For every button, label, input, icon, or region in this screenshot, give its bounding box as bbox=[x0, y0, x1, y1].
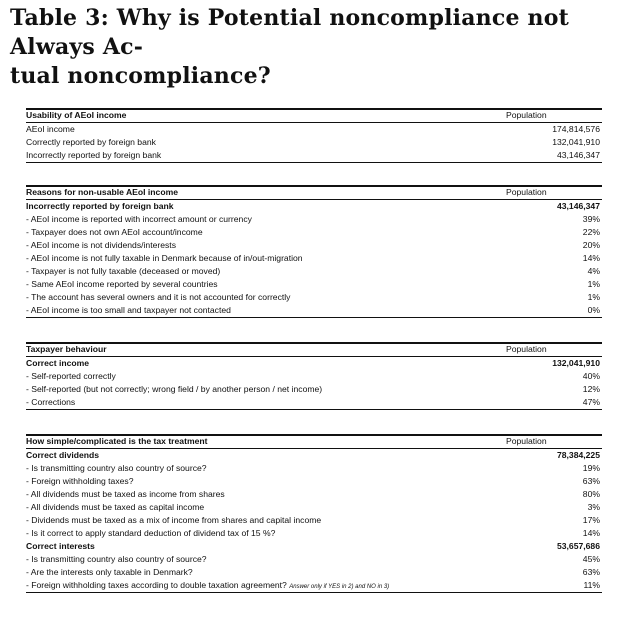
row-value: 3% bbox=[587, 502, 600, 512]
row-value: 20% bbox=[582, 240, 600, 250]
row-label: - Foreign withholding taxes? bbox=[26, 476, 134, 486]
table-row bbox=[26, 123, 602, 136]
row-label-text: - Foreign withholding taxes according to double taxation agreement? bbox=[26, 580, 287, 590]
table-row bbox=[26, 265, 602, 278]
row-value: 14% bbox=[582, 528, 600, 538]
table-row bbox=[26, 304, 602, 318]
row-value: 12% bbox=[582, 384, 600, 394]
section-header bbox=[26, 434, 602, 449]
table-row bbox=[26, 449, 602, 462]
row-label: Correct income bbox=[26, 358, 90, 368]
row-label: - AEoI income is too small and taxpayer not contacted bbox=[26, 305, 231, 315]
row-value: 14% bbox=[582, 253, 600, 263]
table-row bbox=[26, 514, 602, 527]
row-value: 78,384,225 bbox=[556, 450, 600, 460]
row-label: - Is it correct to apply standard deduction of dividend tax of 15 %? bbox=[26, 528, 276, 538]
row-label: Incorrectly reported by foreign bank bbox=[26, 150, 162, 160]
section-header-label: Usability of AEoI income bbox=[26, 110, 127, 120]
section-header bbox=[26, 108, 602, 123]
table-row bbox=[26, 136, 602, 149]
row-label: - Taxpayer does not own AEoI account/income bbox=[26, 227, 203, 237]
row-label: - Self-reported correctly bbox=[26, 371, 116, 381]
row-value: 11% bbox=[583, 580, 600, 590]
table-row bbox=[26, 278, 602, 291]
row-label: - All dividends must be taxed as capital income bbox=[26, 502, 205, 512]
table-row bbox=[26, 357, 602, 370]
section-header-label: How simple/complicated is the tax treatment bbox=[26, 436, 208, 446]
row-value: 40% bbox=[582, 371, 600, 381]
row-label: - Is transmitting country also country of source? bbox=[26, 463, 207, 473]
row-value: 0% bbox=[587, 305, 600, 315]
row-label: Correctly reported by foreign bank bbox=[26, 137, 156, 147]
row-label: Incorrectly reported by foreign bank bbox=[26, 201, 174, 211]
title-line-2: tual noncompliance? bbox=[10, 63, 271, 89]
row-label: Correct interests bbox=[26, 541, 95, 551]
table-row bbox=[26, 553, 602, 566]
table-row bbox=[26, 501, 602, 514]
row-value: 1% bbox=[587, 279, 600, 289]
row-value: 132,041,910 bbox=[552, 137, 600, 147]
table-row bbox=[26, 252, 602, 265]
population-header: Population bbox=[506, 110, 547, 120]
table-row bbox=[26, 149, 602, 163]
section-header bbox=[26, 342, 602, 357]
row-label: - The account has several owners and it is not accounted for correctly bbox=[26, 292, 291, 302]
row-label: AEoI income bbox=[26, 124, 75, 134]
row-value: 19% bbox=[582, 463, 600, 473]
row-value: 4% bbox=[587, 266, 600, 276]
row-value: 63% bbox=[582, 567, 600, 577]
row-note: Answer only if YES in 2) and NO in 3) bbox=[289, 584, 390, 590]
row-value: 45% bbox=[582, 554, 600, 564]
row-value: 174,814,576 bbox=[552, 124, 600, 134]
table-row bbox=[26, 527, 602, 540]
table-row bbox=[26, 462, 602, 475]
row-label: - AEoI income is reported with incorrect amount or currency bbox=[26, 214, 252, 224]
row-label: - AEoI income is not dividends/interests bbox=[26, 240, 176, 250]
section-reasons bbox=[26, 185, 602, 318]
title-line-1: Table 3: Why is Potential noncompliance not Always Ac- bbox=[10, 5, 569, 60]
row-label: - Self-reported (but not correctly; wrong field / by another person / net income) bbox=[26, 384, 323, 394]
table-row bbox=[26, 213, 602, 226]
section-taxpayer-behaviour bbox=[26, 342, 602, 410]
table-row bbox=[26, 540, 602, 553]
population-header: Population bbox=[506, 344, 547, 354]
row-label: - Corrections bbox=[26, 397, 76, 407]
row-value: 39% bbox=[582, 214, 600, 224]
table-title bbox=[10, 4, 622, 91]
row-value: 17% bbox=[582, 515, 600, 525]
row-value: 1% bbox=[587, 292, 600, 302]
row-value: 132,041,910 bbox=[552, 358, 600, 368]
table-row bbox=[26, 488, 602, 501]
row-label: - AEoI income is not fully taxable in Denmark because of in/out-migration bbox=[26, 253, 303, 263]
table-row bbox=[26, 383, 602, 396]
row-value: 22% bbox=[582, 227, 600, 237]
table-row bbox=[26, 566, 602, 579]
row-value: 47% bbox=[582, 397, 600, 407]
table-row bbox=[26, 370, 602, 383]
table-row bbox=[26, 579, 602, 593]
section-tax-treatment bbox=[26, 434, 602, 593]
row-label: - Same AEoI income reported by several countries bbox=[26, 279, 218, 289]
row-label: - All dividends must be taxed as income from shares bbox=[26, 489, 225, 499]
row-value: 80% bbox=[582, 489, 600, 499]
table-row bbox=[26, 239, 602, 252]
row-value: 43,146,347 bbox=[556, 150, 600, 160]
row-value: 63% bbox=[582, 476, 600, 486]
row-label: Correct dividends bbox=[26, 450, 100, 460]
row-label: - Dividends must be taxed as a mix of income from shares and capital income bbox=[26, 515, 322, 525]
section-header bbox=[26, 185, 602, 200]
section-header-label: Reasons for non-usable AEoI income bbox=[26, 187, 179, 197]
table-row bbox=[26, 291, 602, 304]
row-label bbox=[26, 579, 389, 594]
population-header: Population bbox=[506, 436, 547, 446]
section-usability bbox=[26, 108, 602, 163]
row-label: - Taxpayer is not fully taxable (deceased or moved) bbox=[26, 266, 221, 276]
row-value: 53,657,686 bbox=[556, 541, 600, 551]
table-row bbox=[26, 226, 602, 239]
table-row bbox=[26, 396, 602, 410]
table-row bbox=[26, 200, 602, 213]
row-value: 43,146,347 bbox=[556, 201, 600, 211]
row-label: - Is transmitting country also country of source? bbox=[26, 554, 207, 564]
table-row bbox=[26, 475, 602, 488]
row-label: - Are the interests only taxable in Denmark? bbox=[26, 567, 193, 577]
section-header-label: Taxpayer behaviour bbox=[26, 344, 107, 354]
population-header: Population bbox=[506, 187, 547, 197]
